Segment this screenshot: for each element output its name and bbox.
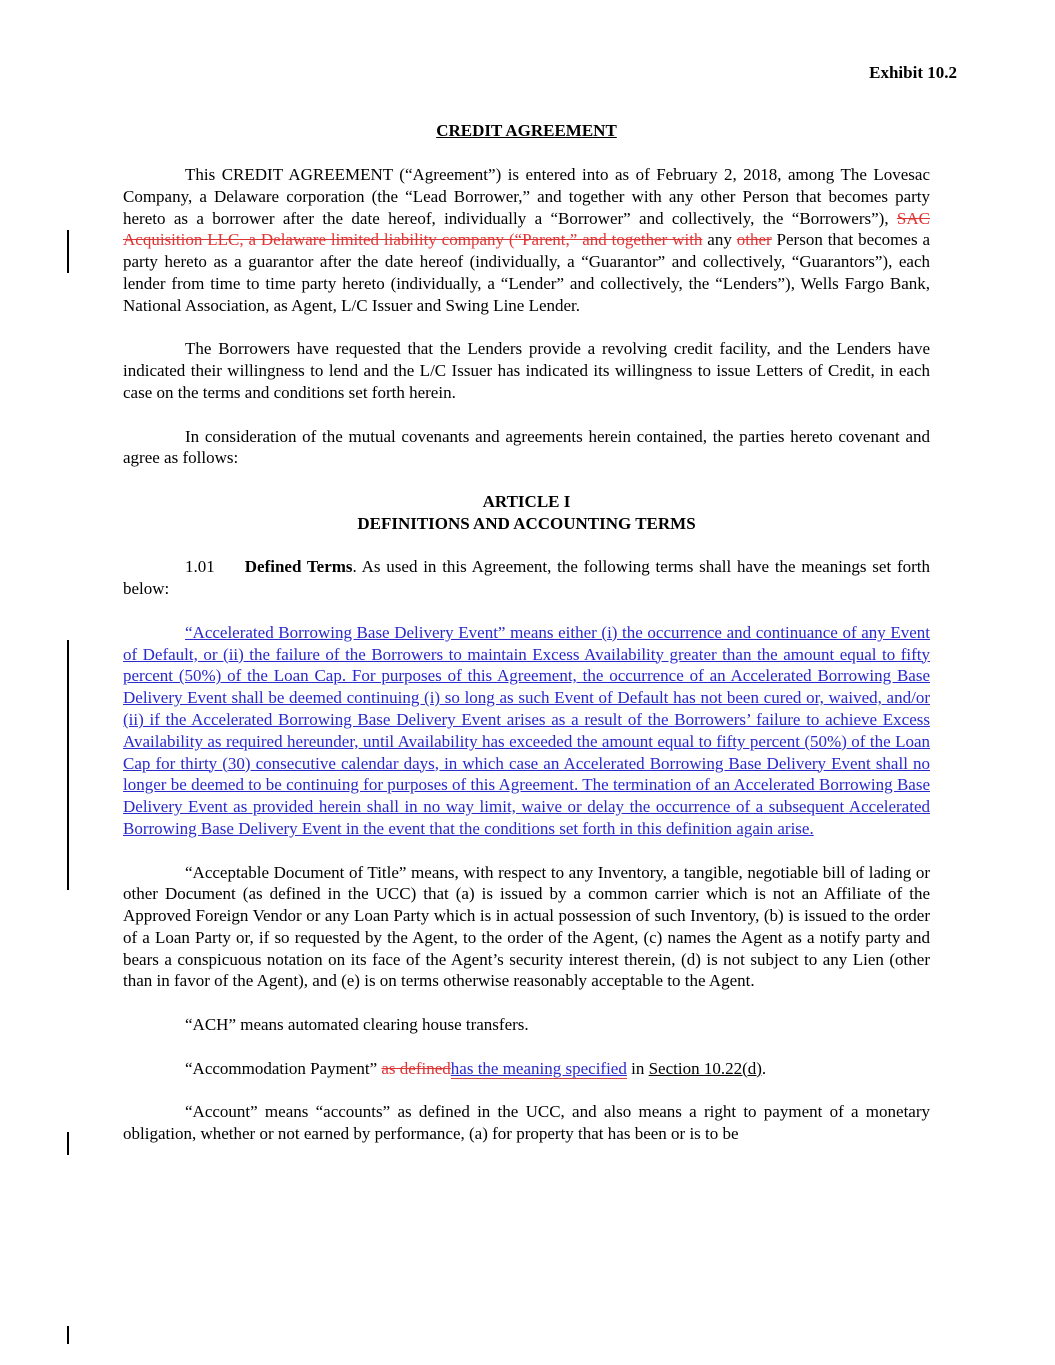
paragraph-def-accelerated-borrowing-base-delivery-event: “Accelerated Borrowing Base Delivery Event” means either (i) the occurrence and continuance of any Event of Default, or (ii) the failure of the Borrowers to maintain Excess Availability greater than the amount equal to fifty percent (50%) of the Loan Cap. For purposes of this Agreement, the occurrence of an Accelerated Borrowing Base Delivery Event shall be deemed continuing (i) so long as such Event of Default has not been cured or, waived, and/or (ii) if the Accelerated Borrowing Base Delivery Event arises as a result of the Borrowers’ failure to achieve Excess Availability as required hereunder, until Availability has exceeded the amount equal to fifty percent (50%) of the Loan Cap for thirty (30) consecutive calendar days, in which case an Accelerated Borrowing Base Delivery Event shall no longer be deemed to be continuing for purposes of this Agreement. The termination of an Accelerated Borrowing Base Delivery Event as provided herein shall in no way limit, waive or delay the occurrence of a subsequent Accelerated Borrowing Base Delivery Event in the event that the conditions set forth in this definition again arise. — [123, 622, 930, 838]
paragraph-def-acceptable-document-of-title: “Acceptable Document of Title” means, with respect to any Inventory, a tangible, negotiable bill of lading or other Document (as defined in the UCC) that (a) is issued by a common carrier which is not an Affiliate of the Approved Foreign Vendor or any Loan Party which is in actual possession of such Inventory, (b) is issued to the order of a Loan Party or, if so requested by the Agent, to the order of the Agent, (c) names the Agent as a notify party and bears a conspicuous notation on its face of the Agent’s security interest therein, (d) is not subject to any Lien (other than in favor of the Agent), and (e) is on terms otherwise reasonably acceptable to the Agent. — [123, 862, 930, 991]
exhibit-label: Exhibit 10.2 — [869, 63, 957, 82]
paragraph-def-accommodation-payment: “Accommodation Payment” as definedhas the meaning specified in Section 10.22(d). — [185, 1058, 767, 1078]
paragraph-def-account: “Account” means “accounts” as defined in the UCC, and also means a right to payment of a monetary obligation, whether or not earned by performance, (a) for property that has been or is to be — [123, 1102, 930, 1144]
paragraph-def-ach: “ACH” means automated clearing house transfers. — [185, 1015, 529, 1035]
paragraph-recital-1: The Borrowers have requested that the Lenders provide a revolving credit facility, and the Lenders have indicated their willingness to lend and the L/C Issuer has indicated its willingness to issue Letters of Credit, in each case on the terms and conditions set forth herein. — [123, 339, 930, 402]
document-title: CREDIT AGREEMENT — [436, 121, 617, 140]
paragraph-preamble: This CREDIT AGREEMENT (“Agreement”) is entered into as of February 2, 2018, among The Lovesac Company, a Delaware corporation (the “Lead Borrower,” and together with any other Person that becomes party hereto as a borrower after the date hereof, individually a “Borrower” and collectively, the “Borrowers”), SAC Acquisition LLC, a Delaware limited liability company (“Parent,” and together with any other Person that becomes a party hereto as a guarantor after the date hereof (individually, a “Guarantor” and collectively, “Guarantors”), each lender from time to time party hereto (individually, a “Lender” and collectively, the “Lenders”), Wells Fargo Bank, National Association, as Agent, L/C Issuer and Swing Line Lender. — [123, 165, 930, 315]
revision-change-bar — [67, 640, 69, 890]
revision-change-bar — [67, 230, 69, 273]
heading-article-title: DEFINITIONS AND ACCOUNTING TERMS — [357, 513, 696, 533]
document-body — [123, 164, 930, 1167]
heading-article-number: ARTICLE I — [482, 491, 571, 511]
revision-change-bar — [67, 1132, 69, 1155]
paragraph-recital-2: In consideration of the mutual covenants and agreements herein contained, the parties hereto covenant and agree as follows: — [123, 426, 930, 468]
paragraph-section-1-01: 1.01 Defined Terms. As used in this Agreement, the following terms shall have the meanings set forth below: — [123, 557, 931, 599]
revision-change-bar — [67, 1326, 69, 1344]
